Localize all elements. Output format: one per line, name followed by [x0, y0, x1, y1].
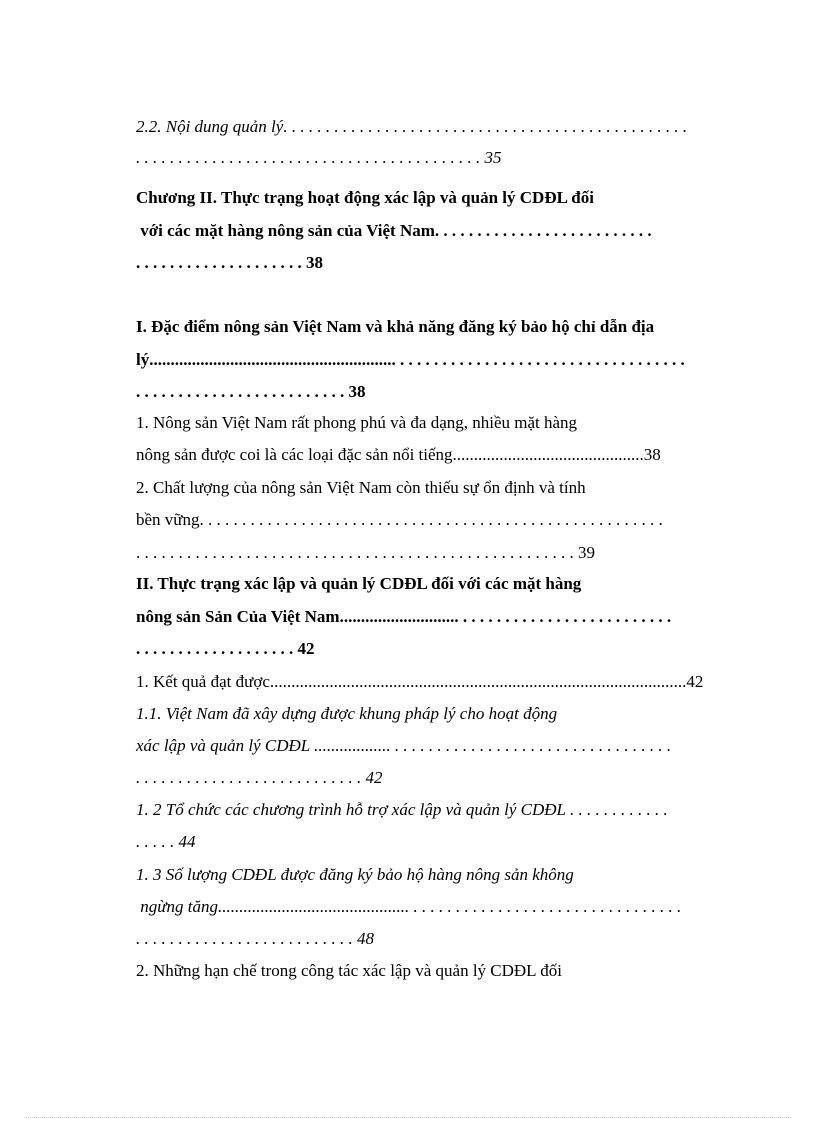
- toc-item-2-1-1-cont: xác lập và quản lý CDĐL .................. . . . . . . . . . . . . . . . . . . . . . . . . . . . . . . . . .: [136, 736, 672, 755]
- toc-item-2-2: 2. Những hạn chế trong công tác xác lập và quản lý CDĐL đối: [136, 961, 562, 980]
- toc-item-2-1-2: 1. 2 Tổ chức các chương trình hỗ trợ xác lập và quản lý CDĐL . . . . . . . . . . . .: [136, 800, 668, 819]
- page-bottom-dotted-rule: [25, 1117, 791, 1118]
- toc-item-2-1-1: 1.1. Việt Nam đã xây dựng được khung pháp lý cho hoạt động: [136, 704, 558, 723]
- toc-item-2-1-3-page: . . . . . . . . . . . . . . . . . . . . . . . . . . 48: [136, 929, 374, 948]
- toc-chapter-2-title-cont: với các mặt hàng nông sản của Việt Nam. . . . . . . . . . . . . . . . . . . . . . . . . .: [136, 221, 652, 240]
- toc-item-1-1-cont: nông sản được coi là các loại đặc sản nổi tiếng.............................................38: [136, 445, 661, 464]
- toc-item-1-2-cont: bền vững. . . . . . . . . . . . . . . . . . . . . . . . . . . . . . . . . . . . . . . . . . . . . . . . . . . . . . .: [136, 510, 663, 529]
- toc-item-2-1-1-page: . . . . . . . . . . . . . . . . . . . . . . . . . . . 42: [136, 768, 383, 787]
- toc-chapter-2-page: . . . . . . . . . . . . . . . . . . . . 38: [136, 253, 323, 272]
- toc-item-1-1: 1. Nông sản Việt Nam rất phong phú và đa dạng, nhiều mặt hàng: [136, 413, 578, 432]
- toc-section-1-title-cont: lý.......................................................... . . . . . . . . . . . . . . . . . . . . . . . . . . . . . . . . . .: [136, 350, 685, 369]
- toc-item-2-1-2-page: . . . . . 44: [136, 832, 196, 851]
- toc-item-2-1: 1. Kết quả đạt được..................................................................................................42: [136, 672, 704, 691]
- toc-line-2-2-noi-dung-page: . . . . . . . . . . . . . . . . . . . . . . . . . . . . . . . . . . . . . . . . . 35: [136, 148, 502, 167]
- toc-chapter-2-title: Chương II. Thực trạng hoạt động xác lập và quản lý CDĐL đối: [136, 188, 594, 207]
- toc-section-1-page: . . . . . . . . . . . . . . . . . . . . . . . . . 38: [136, 382, 366, 401]
- toc-item-1-2-page: . . . . . . . . . . . . . . . . . . . . . . . . . . . . . . . . . . . . . . . . . . . . . . . . . . . . 39: [136, 543, 595, 562]
- toc-section-2-page: . . . . . . . . . . . . . . . . . . . 42: [136, 639, 315, 658]
- toc-line-2-2-noi-dung: 2.2. Nội dung quản lý. . . . . . . . . . . . . . . . . . . . . . . . . . . . . . . . . . . . . . . . . . . . . . . .: [136, 117, 688, 136]
- toc-section-2-title: II. Thực trạng xác lập và quản lý CDĐL đối với các mặt hàng: [136, 574, 582, 593]
- toc-item-2-1-3-cont: ngừng tăng............................................. . . . . . . . . . . . . . . . . . . . . . . . . . . . . . . . .: [136, 897, 682, 916]
- toc-section-1-title: I. Đặc điểm nông sản Việt Nam và khả năng đăng ký bảo hộ chỉ dẫn địa: [136, 317, 655, 336]
- toc-item-1-2: 2. Chất lượng của nông sản Việt Nam còn thiếu sự ổn định và tính: [136, 478, 586, 497]
- toc-item-2-1-3: 1. 3 Số lượng CDĐL được đăng ký bảo hộ hàng nông sản không: [136, 865, 574, 884]
- toc-section-2-title-cont: nông sản Sản Của Việt Nam............................ . . . . . . . . . . . . . . . . . . . . . . . . .: [136, 607, 672, 626]
